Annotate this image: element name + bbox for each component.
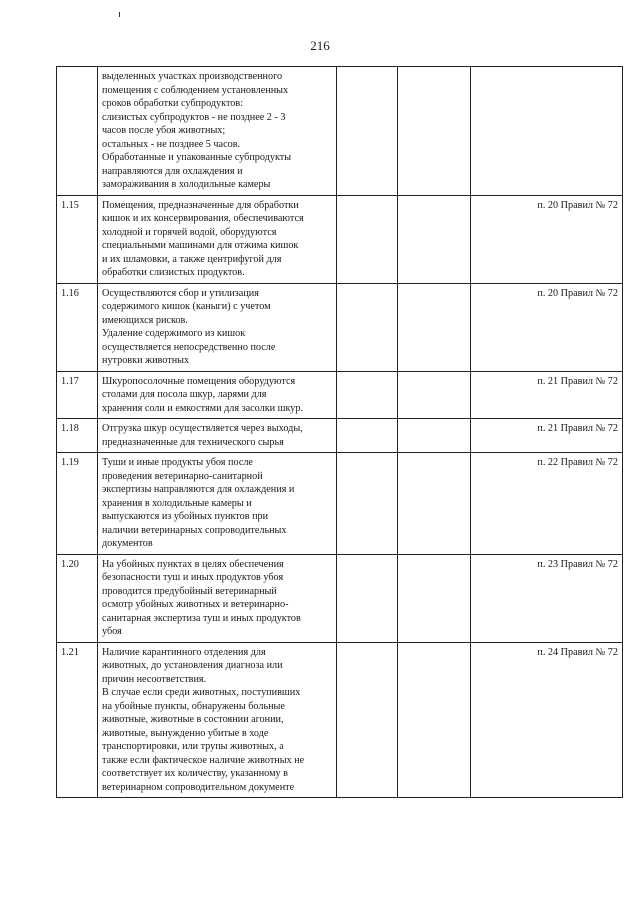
- answer-cell-no[interactable]: [398, 195, 471, 283]
- table-row: [57, 419, 623, 453]
- requirement-line: на убойные пункты, обнаружены больные: [102, 700, 285, 712]
- requirement-line: Удаление содержимого из кишок: [102, 328, 246, 339]
- requirement-line: осмотр убойных животных и ветеринарно-: [102, 599, 289, 610]
- requirement-line: специальными машинами для отжима кишок: [102, 240, 299, 251]
- table-row: [57, 453, 623, 555]
- requirement-line: причин несоответствия.: [102, 673, 207, 685]
- legal-reference: п. 20 Правил № 72: [471, 195, 623, 283]
- requirement-text: [98, 67, 337, 196]
- answer-cell-no[interactable]: [398, 67, 471, 196]
- row-number: 1.16: [57, 283, 98, 371]
- requirement-line: Отгрузка шкур осуществляется через выходы,: [102, 423, 303, 434]
- legal-reference: п. 23 Правил № 72: [471, 554, 623, 642]
- table-row: [57, 67, 623, 196]
- requirements-table: [56, 66, 623, 798]
- requirement-line: также если фактическое наличие животных не: [102, 754, 305, 766]
- requirement-line: В случае если среди животных, поступивших: [102, 687, 301, 698]
- answer-cell-yes[interactable]: [337, 419, 398, 453]
- requirement-line: предназначенные для технического сырья: [102, 436, 284, 448]
- requirement-line: соответствует их количеству, указанному в: [102, 768, 288, 779]
- requirement-line: животные, вынужденно убитые в ходе: [102, 727, 269, 739]
- requirement-text: [98, 642, 337, 798]
- legal-reference: п. 20 Правил № 72: [471, 283, 623, 371]
- requirement-line: безопасности туш и иных продуктов убоя: [102, 572, 284, 583]
- requirement-line: осуществляется непосредственно после: [102, 341, 276, 353]
- answer-cell-no[interactable]: [398, 371, 471, 419]
- requirement-line: Осуществляются сбор и утилизация: [102, 287, 259, 299]
- requirement-text: [98, 419, 337, 453]
- row-number: 1.18: [57, 419, 98, 453]
- answer-cell-yes[interactable]: [337, 67, 398, 196]
- requirement-text: [98, 554, 337, 642]
- requirement-line: нутровки животных: [102, 355, 190, 366]
- requirement-line: столами для посола шкур, ларями для: [102, 389, 267, 400]
- requirement-line: имеющихся рисков.: [102, 314, 188, 326]
- requirement-line: часов после убоя животных;: [102, 125, 226, 136]
- requirement-text: [98, 283, 337, 371]
- answer-cell-no[interactable]: [398, 419, 471, 453]
- requirement-line: экспертизы направляются для охлаждения и: [102, 484, 295, 495]
- answer-cell-yes[interactable]: [337, 283, 398, 371]
- requirement-line: хранения соли и емкостями для засолки шкур.: [102, 402, 304, 414]
- table-row: [57, 195, 623, 283]
- requirement-line: ветеринарном сопроводительном документе: [102, 781, 295, 793]
- answer-cell-no[interactable]: [398, 642, 471, 798]
- scan-mark: [119, 12, 120, 17]
- legal-reference: п. 24 Правил № 72: [471, 642, 623, 798]
- table-body: [57, 67, 623, 798]
- requirement-text: [98, 371, 337, 419]
- answer-cell-no[interactable]: [398, 283, 471, 371]
- requirement-line: помещения с соблюдением установленных: [102, 84, 289, 96]
- answer-cell-no[interactable]: [398, 453, 471, 555]
- requirement-line: документов: [102, 538, 153, 549]
- requirement-line: убоя: [102, 626, 122, 637]
- row-number: 1.17: [57, 371, 98, 419]
- requirement-line: и их шламовки, а также центрифугой для: [102, 253, 282, 265]
- requirement-line: выделенных участках производственного: [102, 71, 283, 82]
- requirement-line: Помещения, предназначенные для обработки: [102, 199, 299, 211]
- requirement-text: [98, 453, 337, 555]
- requirement-line: санитарная экспертиза туш и иных продуктов: [102, 612, 301, 624]
- table-row: [57, 371, 623, 419]
- requirement-line: холодной и горячей водой, оборудуются: [102, 226, 277, 238]
- table-row: [57, 554, 623, 642]
- row-number: [57, 67, 98, 196]
- legal-reference: [471, 67, 623, 196]
- requirement-line: остальных - не позднее 5 часов.: [102, 138, 241, 150]
- requirement-line: животных, до установления диагноза или: [102, 660, 283, 671]
- requirement-line: Обработанные и упакованные субпродукты: [102, 152, 292, 163]
- table-row: [57, 642, 623, 798]
- answer-cell-yes[interactable]: [337, 642, 398, 798]
- answer-cell-yes[interactable]: [337, 371, 398, 419]
- requirement-line: Наличие карантинного отделения для: [102, 646, 266, 658]
- requirement-line: Шкуропосолочные помещения оборудуются: [102, 375, 296, 387]
- answer-cell-no[interactable]: [398, 554, 471, 642]
- row-number: 1.20: [57, 554, 98, 642]
- requirement-line: проведения ветеринарно-санитарной: [102, 470, 263, 482]
- requirement-line: хранения в холодильные камеры и: [102, 497, 252, 509]
- table-row: [57, 283, 623, 371]
- row-number: 1.21: [57, 642, 98, 798]
- requirement-line: обработки слизистых продуктов.: [102, 267, 245, 278]
- requirement-line: На убойных пунктах в целях обеспечения: [102, 558, 284, 570]
- page-number: 216: [310, 38, 330, 53]
- requirement-line: транспортировки, или трупы животных, а: [102, 741, 284, 752]
- legal-reference: п. 22 Правил № 72: [471, 453, 623, 555]
- requirement-line: сроков обработки субпродуктов:: [102, 98, 244, 109]
- legal-reference: п. 21 Правил № 72: [471, 371, 623, 419]
- answer-cell-yes[interactable]: [337, 554, 398, 642]
- requirement-line: наличии ветеринарных сопроводительных: [102, 524, 287, 536]
- requirement-line: животные, животные в состоянии агонии,: [102, 714, 284, 725]
- requirement-line: замораживания в холодильные камеры: [102, 179, 271, 190]
- requirement-line: слизистых субпродуктов - не позднее 2 - 3: [102, 111, 286, 123]
- row-number: 1.15: [57, 195, 98, 283]
- requirement-line: проводится предубойный ветеринарный: [102, 585, 277, 597]
- row-number: 1.19: [57, 453, 98, 555]
- requirement-line: содержимого кишок (каныги) с учетом: [102, 301, 271, 312]
- answer-cell-yes[interactable]: [337, 195, 398, 283]
- requirement-line: направляются для охлаждения и: [102, 165, 243, 177]
- requirement-line: кишок и их консервирования, обеспечиваются: [102, 213, 304, 224]
- requirement-line: Туши и иные продукты убоя после: [102, 457, 253, 468]
- legal-reference: п. 21 Правил № 72: [471, 419, 623, 453]
- requirement-line: выпускаются из убойных пунктов при: [102, 511, 269, 522]
- requirement-text: [98, 195, 337, 283]
- answer-cell-yes[interactable]: [337, 453, 398, 555]
